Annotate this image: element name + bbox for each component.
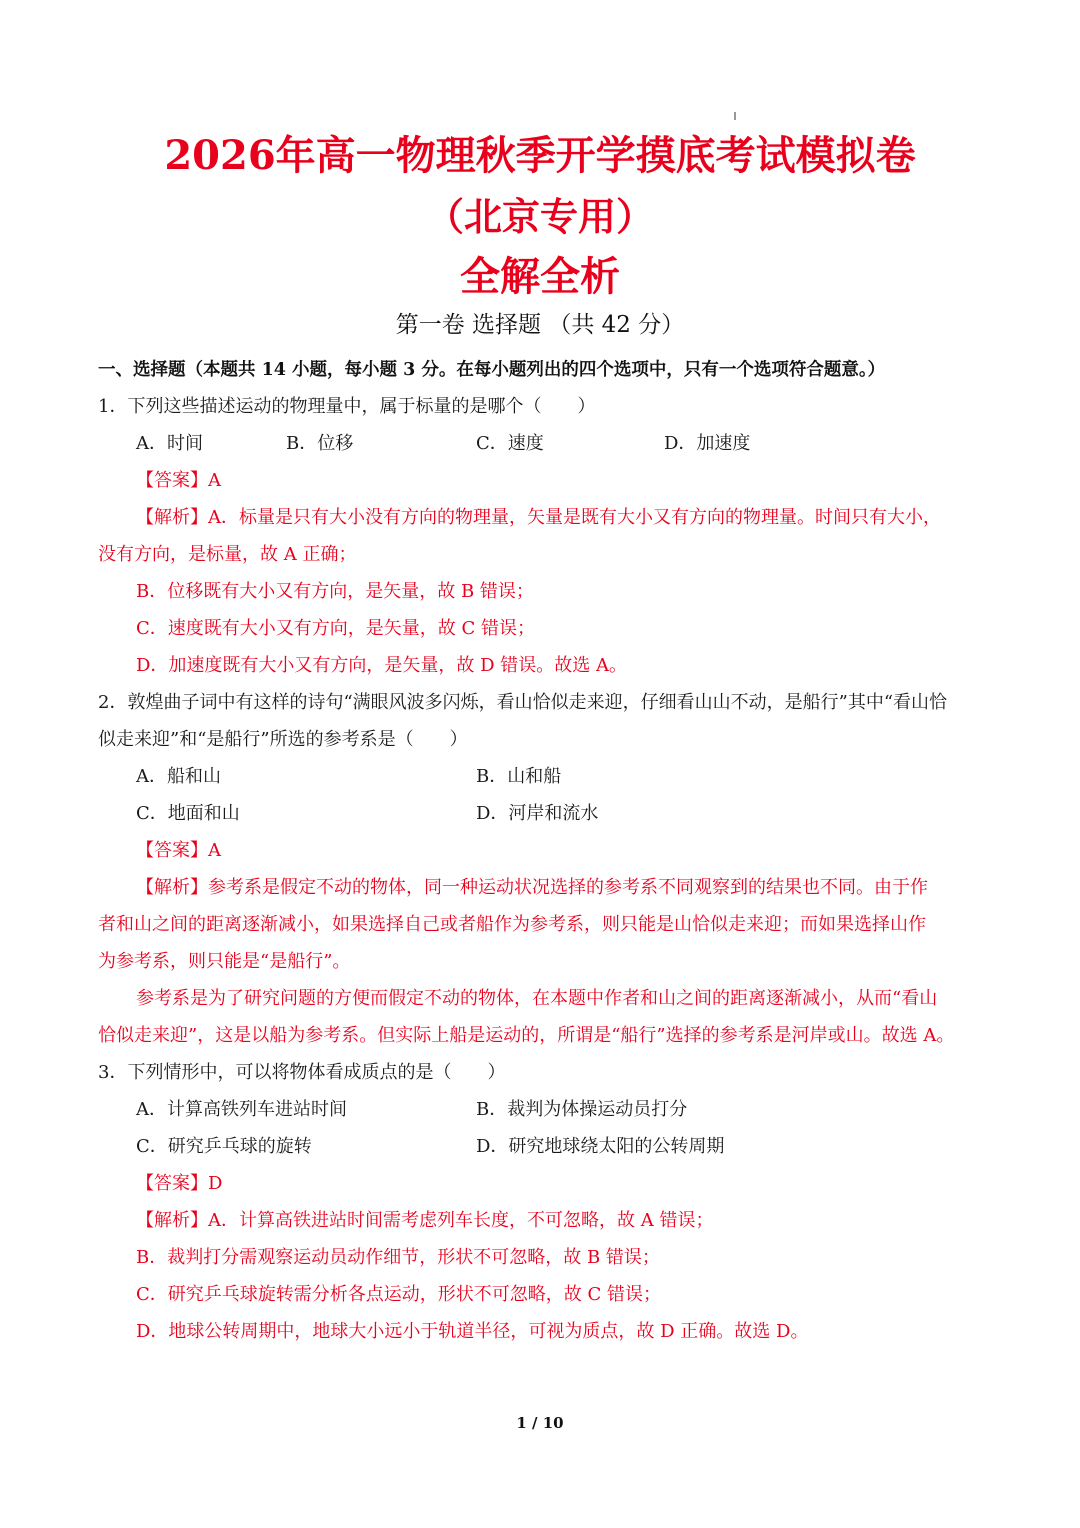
question-2-stem: 似走来迎”和“是船行”所选的参考系是（ ） (98, 729, 468, 750)
q1-option-c: C．速度 (476, 433, 544, 454)
q3-analysis-line: D．地球公转周期中，地球大小远小于轨道半径，可视为质点，故 D 正确。故选 D。 (136, 1321, 809, 1342)
q2-analysis-line: 恰似走来迎”，这是以船为参考系。但实际上船是运动的，所谓是“船行”选择的参考系是河岸或山。故选 A。 (98, 1025, 955, 1046)
q3-analysis-line: B．裁判打分需观察运动员动作细节，形状不可忽略，故 B 错误； (136, 1247, 660, 1268)
q1-analysis-line: B．位移既有大小又有方向，是矢量，故 B 错误； (136, 581, 534, 602)
q1-analysis-line: 【解析】A．标量是只有大小没有方向的物理量，矢量是既有大小又有方向的物理量。时间只有大小， (136, 507, 941, 528)
top-mark (734, 112, 736, 120)
q1-analysis-line: D．加速度既有大小又有方向，是矢量，故 D 错误。故选 A。 (136, 655, 628, 676)
q3-analysis-line: 【解析】A．计算高铁进站时间需考虑列车长度，不可忽略，故 A 错误； (136, 1210, 714, 1231)
q2-option-c: C．地面和山 (136, 803, 240, 824)
volume-heading: 第一卷 选择题 （共 42 分） (395, 312, 685, 338)
section-heading: 一、选择题（本题共 14 小题，每小题 3 分。在每小题列出的四个选项中，只有一个选项符合题意。） (98, 360, 886, 380)
q3-option-b: B．裁判为体操运动员打分 (476, 1099, 688, 1120)
question-1-stem: 1．下列这些描述运动的物理量中，属于标量的是哪个（ ） (98, 396, 596, 417)
doc-subtitle-region: （北京专用） (425, 194, 654, 239)
doc-title: 2026年高一物理秋季开学摸底考试模拟卷 (164, 132, 916, 179)
q3-option-d: D．研究地球绕太阳的公转周期 (476, 1136, 725, 1157)
q1-analysis-line: C．速度既有大小又有方向，是矢量，故 C 错误； (136, 618, 535, 639)
q2-option-a: A．船和山 (136, 766, 221, 787)
q2-answer: 【答案】A (136, 840, 221, 861)
q3-analysis-line: C．研究乒乓球旋转需分析各点运动，形状不可忽略，故 C 错误； (136, 1284, 661, 1305)
q2-option-d: D．河岸和流水 (476, 803, 599, 824)
q1-option-b: B．位移 (286, 433, 354, 454)
question-2-stem: 2．敦煌曲子词中有这样的诗句“满眼风波多闪烁，看山恰似走来迎，仔细看山山不动，是船行”其中“看山恰 (98, 692, 948, 713)
q3-option-a: A．计算高铁列车进站时间 (136, 1099, 347, 1120)
q1-option-d: D．加速度 (664, 433, 751, 454)
q1-analysis-line: 没有方向，是标量，故 A 正确； (98, 544, 357, 565)
q2-option-b: B．山和船 (476, 766, 562, 787)
q1-answer: 【答案】A (136, 470, 221, 491)
q2-analysis-line: 者和山之间的距离逐渐减小，如果选择自己或者船作为参考系，则只能是山恰似走来迎；而如果选择山作 (98, 914, 926, 935)
q1-option-a: A．时间 (136, 433, 203, 454)
doc-subtitle-analysis: 全解全析 (460, 253, 620, 300)
q3-option-c: C．研究乒乓球的旋转 (136, 1136, 312, 1157)
question-3-stem: 3．下列情形中，可以将物体看成质点的是（ ） (98, 1062, 506, 1083)
q3-answer: 【答案】D (136, 1173, 223, 1194)
q2-analysis-line: 为参考系，则只能是“是船行”。 (98, 951, 351, 972)
page-number: 1 / 10 (516, 1414, 564, 1432)
q2-analysis-line: 【解析】参考系是假定不动的物体，同一种运动状况选择的参考系不同观察到的结果也不同。由于作 (136, 877, 928, 898)
q2-analysis-line: 参考系是为了研究问题的方便而假定不动的物体，在本题中作者和山之间的距离逐渐减小，从而“看山 (136, 988, 938, 1009)
